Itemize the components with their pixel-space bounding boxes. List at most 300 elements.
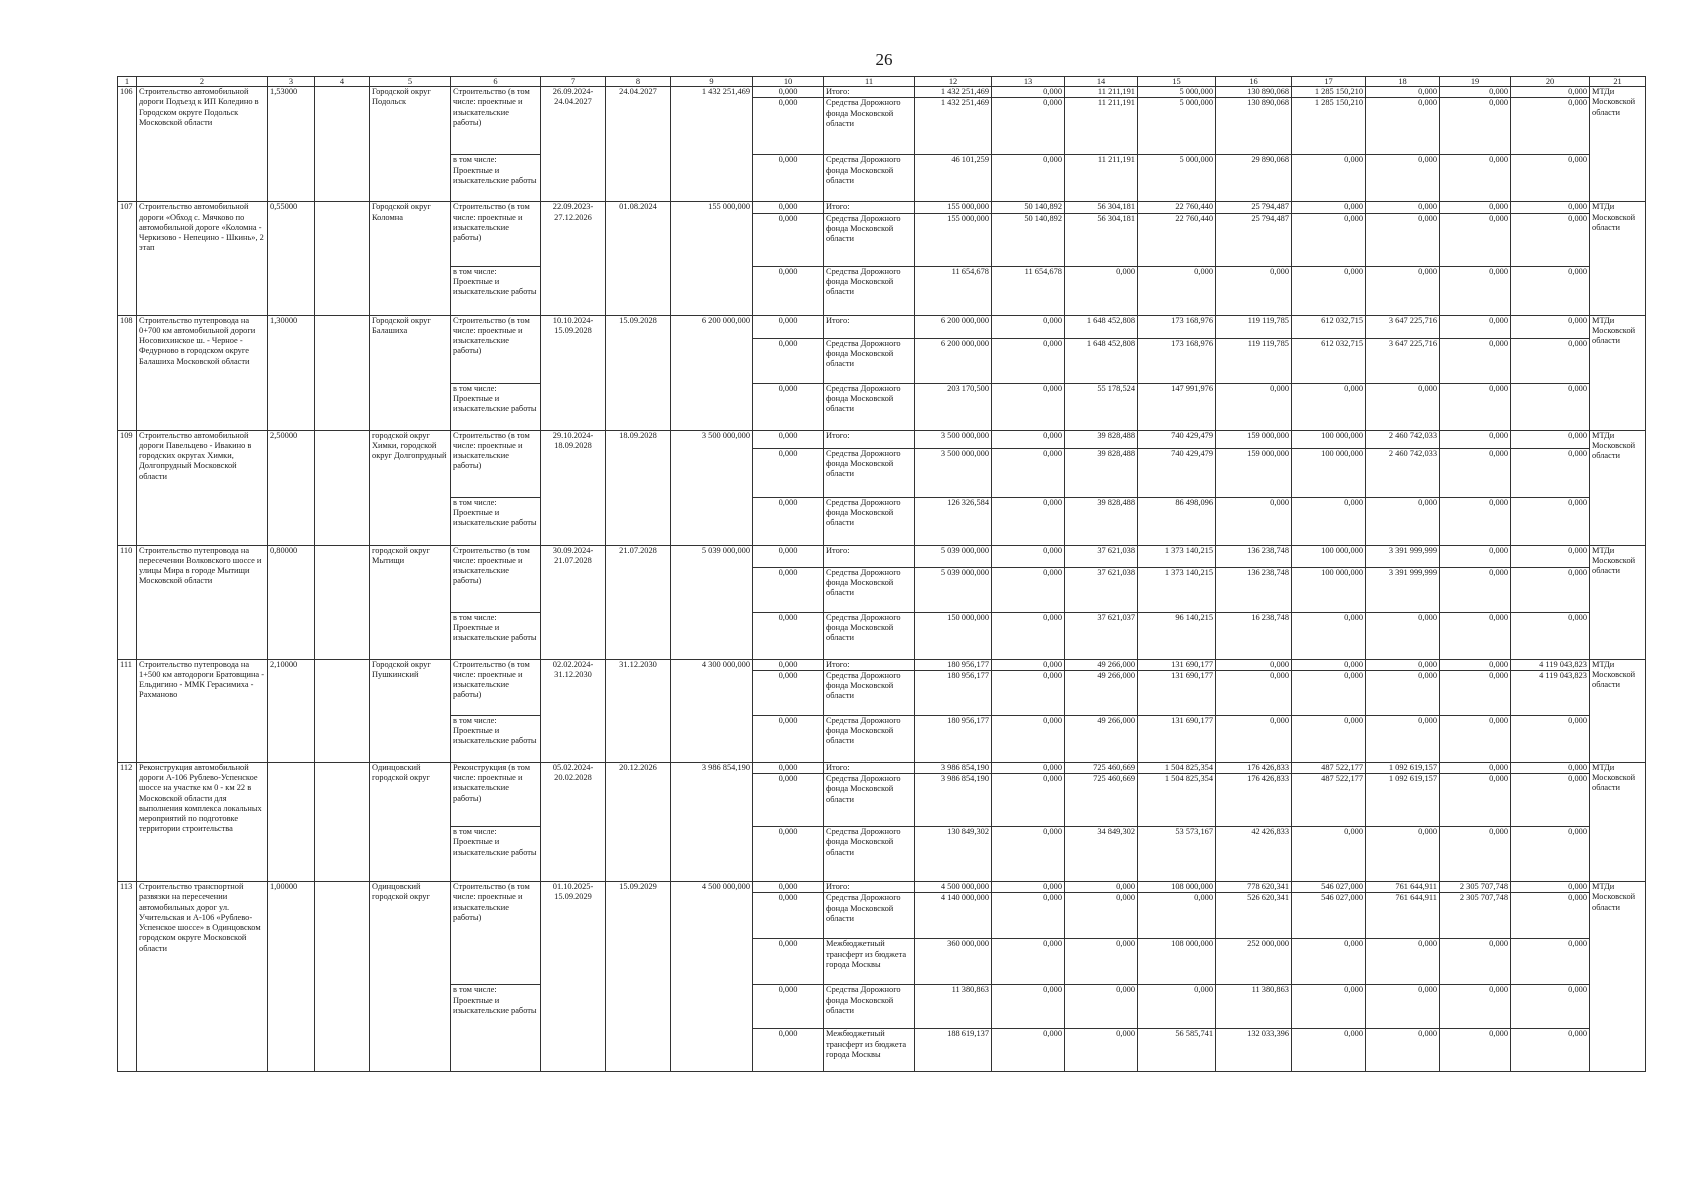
column-number-header: 6 xyxy=(451,77,541,87)
amount-value: 150 000,000 xyxy=(915,612,992,659)
amount-value: 119 119,785 xyxy=(1216,338,1292,383)
amount-value: 1 285 150,210 xyxy=(1292,87,1366,98)
amount-value: 0,000 xyxy=(1292,383,1366,430)
amount-value: 3 391 999,999 xyxy=(1366,567,1440,612)
estimated-cost: 4 500 000,000 xyxy=(671,882,753,1072)
column-number-header: 4 xyxy=(315,77,370,87)
amount-value: 0,000 xyxy=(992,612,1065,659)
amount-value: 3 500 000,000 xyxy=(915,430,992,448)
amount-value: 22 760,440 xyxy=(1138,202,1216,213)
amount-value: 4 140 000,000 xyxy=(915,893,992,939)
amount-value: 119 119,785 xyxy=(1216,315,1292,338)
amount-value: 188 619,137 xyxy=(915,1029,992,1072)
financed-value: 0,000 xyxy=(753,670,824,715)
district-name: Одинцовский городской округ xyxy=(370,882,451,1072)
financed-value: 0,000 xyxy=(753,338,824,383)
amount-value: 0,000 xyxy=(992,338,1065,383)
finish-date: 20.12.2026 xyxy=(606,762,671,881)
object-name: Строительство автомобильной дороги Павельцево - Ивакино в городских округах Химки, Долгопрудный Московской области xyxy=(137,430,268,545)
work-type: Строительство (в том числе: проектные и изыскательские работы) xyxy=(451,315,541,383)
amount-value: 612 032,715 xyxy=(1292,338,1366,383)
amount-value: 6 200 000,000 xyxy=(915,315,992,338)
amount-value: 0,000 xyxy=(1440,670,1511,715)
amount-value: 725 460,669 xyxy=(1065,762,1138,773)
amount-value: 0,000 xyxy=(1440,338,1511,383)
work-dates: 10.10.2024-15.09.2028 xyxy=(541,315,606,430)
financed-value: 0,000 xyxy=(753,213,824,266)
amount-value: 0,000 xyxy=(1511,87,1590,98)
funding-source: Итого: xyxy=(824,315,915,338)
work-subtype: в том числе: Проектные и изыскательские работы xyxy=(451,266,541,315)
amount-value: 131 690,177 xyxy=(1138,715,1216,762)
capacity-value xyxy=(268,762,315,881)
amount-value: 0,000 xyxy=(1216,383,1292,430)
amount-value: 0,000 xyxy=(1440,612,1511,659)
amount-value: 5 039 000,000 xyxy=(915,567,992,612)
amount-value: 176 426,833 xyxy=(1216,762,1292,773)
program-table xyxy=(117,76,1646,1072)
funding-source: Средства Дорожного фонда Московской области xyxy=(824,98,915,155)
amount-value: 0,000 xyxy=(992,893,1065,939)
amount-value: 0,000 xyxy=(1366,659,1440,670)
amount-value: 1 092 619,157 xyxy=(1366,774,1440,827)
table-row xyxy=(118,430,1646,448)
empty-cell xyxy=(315,202,370,315)
amount-value: 0,000 xyxy=(1366,266,1440,315)
amount-value: 0,000 xyxy=(1065,893,1138,939)
finish-date: 24.04.2027 xyxy=(606,87,671,202)
amount-value: 526 620,341 xyxy=(1216,893,1292,939)
amount-value: 3 986 854,190 xyxy=(915,774,992,827)
financed-value: 0,000 xyxy=(753,266,824,315)
amount-value: 0,000 xyxy=(1292,659,1366,670)
amount-value: 0,000 xyxy=(992,545,1065,567)
amount-value: 0,000 xyxy=(1511,882,1590,893)
amount-value: 1 504 825,354 xyxy=(1138,774,1216,827)
capacity-value: 0,80000 xyxy=(268,545,315,659)
financed-value: 0,000 xyxy=(753,315,824,338)
amount-value: 0,000 xyxy=(992,827,1065,882)
amount-value: 1 432 251,469 xyxy=(915,87,992,98)
financed-value: 0,000 xyxy=(753,893,824,939)
amount-value: 25 794,487 xyxy=(1216,202,1292,213)
object-name: Строительство путепровода на пересечении Волковского шоссе и улицы Мира в городе Мытищи Московской области xyxy=(137,545,268,659)
amount-value: 0,000 xyxy=(1292,202,1366,213)
funding-source: Средства Дорожного фонда Московской области xyxy=(824,893,915,939)
amount-value: 55 178,524 xyxy=(1065,383,1138,430)
work-type: Реконструкция (в том числе: проектные и изыскательские работы) xyxy=(451,762,541,826)
amount-value: 11 380,863 xyxy=(915,985,992,1029)
amount-value: 0,000 xyxy=(1292,155,1366,202)
financed-value: 0,000 xyxy=(753,202,824,213)
amount-value: 3 391 999,999 xyxy=(1366,545,1440,567)
amount-value: 0,000 xyxy=(1440,202,1511,213)
customer-name: МТДи Московской области xyxy=(1590,315,1646,430)
page-number: 26 xyxy=(875,50,893,69)
amount-value: 0,000 xyxy=(992,659,1065,670)
funding-source: Средства Дорожного фонда Московской области xyxy=(824,155,915,202)
empty-cell xyxy=(315,87,370,202)
row-number: 107 xyxy=(118,202,137,315)
amount-value: 2 460 742,033 xyxy=(1366,430,1440,448)
amount-value: 612 032,715 xyxy=(1292,315,1366,338)
financed-value: 0,000 xyxy=(753,430,824,448)
amount-value: 147 991,976 xyxy=(1138,383,1216,430)
amount-value: 0,000 xyxy=(1511,762,1590,773)
district-name: Городской округ Коломна xyxy=(370,202,451,315)
amount-value: 1 285 150,210 xyxy=(1292,98,1366,155)
amount-value: 34 849,302 xyxy=(1065,827,1138,882)
amount-value: 0,000 xyxy=(1511,985,1590,1029)
amount-value: 0,000 xyxy=(992,567,1065,612)
amount-value: 0,000 xyxy=(1216,715,1292,762)
work-type: Строительство (в том числе: проектные и изыскательские работы) xyxy=(451,202,541,266)
object-name: Строительство путепровода на 0+700 км автомобильной дороги Носовихинское ш. - Черное - Федурново в городском округе Балашиха Московской области xyxy=(137,315,268,430)
amount-value: 0,000 xyxy=(1511,774,1590,827)
empty-cell xyxy=(315,659,370,762)
amount-value: 0,000 xyxy=(992,762,1065,773)
amount-value: 159 000,000 xyxy=(1216,430,1292,448)
row-number: 108 xyxy=(118,315,137,430)
funding-source: Итого: xyxy=(824,882,915,893)
amount-value: 0,000 xyxy=(1440,567,1511,612)
amount-value: 1 092 619,157 xyxy=(1366,762,1440,773)
amount-value: 0,000 xyxy=(1216,670,1292,715)
table-row xyxy=(118,659,1646,670)
amount-value: 0,000 xyxy=(1511,383,1590,430)
amount-value: 0,000 xyxy=(1065,939,1138,985)
amount-value: 0,000 xyxy=(1511,338,1590,383)
amount-value: 0,000 xyxy=(992,715,1065,762)
amount-value: 0,000 xyxy=(1065,882,1138,893)
amount-value: 5 039 000,000 xyxy=(915,545,992,567)
object-name: Строительство путепровода на 1+500 км автодороги Братовщина - Ельдигино - ММК Герасимиха - Рахманово xyxy=(137,659,268,762)
amount-value: 11 380,863 xyxy=(1216,985,1292,1029)
amount-value: 0,000 xyxy=(1511,1029,1590,1072)
column-number-header: 20 xyxy=(1511,77,1590,87)
amount-value: 0,000 xyxy=(1366,985,1440,1029)
amount-value: 42 426,833 xyxy=(1216,827,1292,882)
column-number-header: 14 xyxy=(1065,77,1138,87)
amount-value: 761 644,911 xyxy=(1366,882,1440,893)
table-row xyxy=(118,882,1646,893)
amount-value: 56 304,181 xyxy=(1065,213,1138,266)
district-name: Городской округ Подольск xyxy=(370,87,451,202)
financed-value: 0,000 xyxy=(753,545,824,567)
customer-name: МТДи Московской области xyxy=(1590,430,1646,545)
amount-value: 3 647 225,716 xyxy=(1366,315,1440,338)
column-number-header: 5 xyxy=(370,77,451,87)
work-dates: 22.09.2023-27.12.2026 xyxy=(541,202,606,315)
amount-value: 155 000,000 xyxy=(915,202,992,213)
amount-value: 0,000 xyxy=(992,497,1065,545)
finish-date: 15.09.2028 xyxy=(606,315,671,430)
financed-value: 0,000 xyxy=(753,774,824,827)
financed-value: 0,000 xyxy=(753,939,824,985)
funding-source: Межбюджетный трансферт из бюджета города Москвы xyxy=(824,1029,915,1072)
amount-value: 0,000 xyxy=(1511,715,1590,762)
amount-value: 39 828,488 xyxy=(1065,497,1138,545)
column-number-header: 9 xyxy=(671,77,753,87)
amount-value: 0,000 xyxy=(992,430,1065,448)
amount-value: 0,000 xyxy=(1440,715,1511,762)
amount-value: 0,000 xyxy=(1511,98,1590,155)
financed-value: 0,000 xyxy=(753,715,824,762)
district-name: Одинцовский городской округ xyxy=(370,762,451,881)
column-number-header: 17 xyxy=(1292,77,1366,87)
funding-source: Средства Дорожного фонда Московской области xyxy=(824,985,915,1029)
table-row xyxy=(118,315,1646,338)
amount-value: 0,000 xyxy=(992,985,1065,1029)
amount-value: 0,000 xyxy=(992,1029,1065,1072)
amount-value: 0,000 xyxy=(992,774,1065,827)
amount-value: 0,000 xyxy=(1440,430,1511,448)
funding-source: Средства Дорожного фонда Московской области xyxy=(824,448,915,497)
amount-value: 0,000 xyxy=(1440,448,1511,497)
amount-value: 6 200 000,000 xyxy=(915,338,992,383)
amount-value: 56 304,181 xyxy=(1065,202,1138,213)
amount-value: 0,000 xyxy=(1511,827,1590,882)
funding-source: Средства Дорожного фонда Московской области xyxy=(824,670,915,715)
amount-value: 0,000 xyxy=(1366,383,1440,430)
amount-value: 203 170,500 xyxy=(915,383,992,430)
amount-value: 56 585,741 xyxy=(1138,1029,1216,1072)
amount-value: 0,000 xyxy=(1440,155,1511,202)
amount-value: 11 211,191 xyxy=(1065,87,1138,98)
work-type: Строительство (в том числе: проектные и изыскательские работы) xyxy=(451,882,541,985)
amount-value: 0,000 xyxy=(1511,939,1590,985)
district-name: городской округ Химки, городской округ Долгопрудный xyxy=(370,430,451,545)
work-dates: 26.09.2024-24.04.2027 xyxy=(541,87,606,202)
row-number: 112 xyxy=(118,762,137,881)
amount-value: 22 760,440 xyxy=(1138,213,1216,266)
amount-value: 0,000 xyxy=(992,670,1065,715)
amount-value: 1 648 452,808 xyxy=(1065,338,1138,383)
amount-value: 37 621,038 xyxy=(1065,567,1138,612)
amount-value: 96 140,215 xyxy=(1138,612,1216,659)
amount-value: 487 522,177 xyxy=(1292,774,1366,827)
amount-value: 0,000 xyxy=(1366,202,1440,213)
amount-value: 0,000 xyxy=(1440,1029,1511,1072)
amount-value: 0,000 xyxy=(1138,893,1216,939)
amount-value: 39 828,488 xyxy=(1065,448,1138,497)
amount-value: 16 238,748 xyxy=(1216,612,1292,659)
amount-value: 0,000 xyxy=(1292,985,1366,1029)
amount-value: 0,000 xyxy=(992,448,1065,497)
amount-value: 761 644,911 xyxy=(1366,893,1440,939)
amount-value: 0,000 xyxy=(1440,827,1511,882)
amount-value: 0,000 xyxy=(992,98,1065,155)
column-number-header: 21 xyxy=(1590,77,1646,87)
district-name: Городской округ Балашиха xyxy=(370,315,451,430)
amount-value: 0,000 xyxy=(1440,762,1511,773)
object-name: Строительство автомобильной дороги Подъезд к ИП Коледино в Городском округе Подольск Московской области xyxy=(137,87,268,202)
funding-source: Итого: xyxy=(824,545,915,567)
financed-value: 0,000 xyxy=(753,612,824,659)
amount-value: 0,000 xyxy=(1366,98,1440,155)
table-row xyxy=(118,545,1646,567)
amount-value: 130 890,068 xyxy=(1216,98,1292,155)
financed-value: 0,000 xyxy=(753,98,824,155)
financed-value: 0,000 xyxy=(753,827,824,882)
funding-source: Средства Дорожного фонда Московской области xyxy=(824,338,915,383)
finish-date: 01.08.2024 xyxy=(606,202,671,315)
amount-value: 0,000 xyxy=(1440,774,1511,827)
work-dates: 05.02.2024-20.02.2028 xyxy=(541,762,606,881)
amount-value: 360 000,000 xyxy=(915,939,992,985)
amount-value: 3 500 000,000 xyxy=(915,448,992,497)
amount-value: 37 621,037 xyxy=(1065,612,1138,659)
amount-value: 0,000 xyxy=(992,87,1065,98)
amount-value: 0,000 xyxy=(1292,715,1366,762)
amount-value: 0,000 xyxy=(1440,87,1511,98)
amount-value: 3 647 225,716 xyxy=(1366,338,1440,383)
funding-source: Средства Дорожного фонда Московской области xyxy=(824,567,915,612)
customer-name: МТДи Московской области xyxy=(1590,545,1646,659)
estimated-cost: 4 300 000,000 xyxy=(671,659,753,762)
estimated-cost: 1 432 251,469 xyxy=(671,87,753,202)
estimated-cost: 3 986 854,190 xyxy=(671,762,753,881)
amount-value: 0,000 xyxy=(992,155,1065,202)
work-type: Строительство (в том числе: проектные и изыскательские работы) xyxy=(451,545,541,612)
row-number: 109 xyxy=(118,430,137,545)
amount-value: 159 000,000 xyxy=(1216,448,1292,497)
finish-date: 21.07.2028 xyxy=(606,545,671,659)
amount-value: 4 500 000,000 xyxy=(915,882,992,893)
amount-value: 0,000 xyxy=(992,939,1065,985)
amount-value: 0,000 xyxy=(1440,545,1511,567)
amount-value: 155 000,000 xyxy=(915,213,992,266)
amount-value: 130 849,302 xyxy=(915,827,992,882)
amount-value: 100 000,000 xyxy=(1292,448,1366,497)
amount-value: 0,000 xyxy=(1065,1029,1138,1072)
amount-value: 0,000 xyxy=(992,315,1065,338)
finish-date: 31.12.2030 xyxy=(606,659,671,762)
column-number-header: 10 xyxy=(753,77,824,87)
district-name: городской округ Мытищи xyxy=(370,545,451,659)
amount-value: 49 266,000 xyxy=(1065,659,1138,670)
financed-value: 0,000 xyxy=(753,497,824,545)
amount-value: 0,000 xyxy=(1440,266,1511,315)
amount-value: 11 654,678 xyxy=(992,266,1065,315)
amount-value: 0,000 xyxy=(1065,266,1138,315)
amount-value: 5 000,000 xyxy=(1138,155,1216,202)
amount-value: 108 000,000 xyxy=(1138,939,1216,985)
amount-value: 46 101,259 xyxy=(915,155,992,202)
amount-value: 53 573,167 xyxy=(1138,827,1216,882)
work-subtype: в том числе: Проектные и изыскательские работы xyxy=(451,827,541,882)
work-type: Строительство (в том числе: проектные и изыскательские работы) xyxy=(451,87,541,155)
amount-value: 39 828,488 xyxy=(1065,430,1138,448)
work-dates: 30.09.2024-21.07.2028 xyxy=(541,545,606,659)
column-number-header: 16 xyxy=(1216,77,1292,87)
amount-value: 0,000 xyxy=(1440,497,1511,545)
amount-value: 0,000 xyxy=(1366,612,1440,659)
amount-value: 2 460 742,033 xyxy=(1366,448,1440,497)
row-number: 110 xyxy=(118,545,137,659)
funding-source: Средства Дорожного фонда Московской области xyxy=(824,497,915,545)
amount-value: 0,000 xyxy=(1292,266,1366,315)
amount-value: 49 266,000 xyxy=(1065,715,1138,762)
finish-date: 15.09.2029 xyxy=(606,882,671,1072)
financed-value: 0,000 xyxy=(753,155,824,202)
row-number: 113 xyxy=(118,882,137,1072)
financed-value: 0,000 xyxy=(753,383,824,430)
amount-value: 0,000 xyxy=(1292,213,1366,266)
work-dates: 02.02.2024-31.12.2030 xyxy=(541,659,606,762)
work-subtype: в том числе: Проектные и изыскательские работы xyxy=(451,383,541,430)
column-number-header: 13 xyxy=(992,77,1065,87)
financed-value: 0,000 xyxy=(753,985,824,1029)
customer-name: МТДи Московской области xyxy=(1590,882,1646,1072)
funding-source: Средства Дорожного фонда Московской области xyxy=(824,266,915,315)
capacity-value: 2,50000 xyxy=(268,430,315,545)
amount-value: 0,000 xyxy=(1138,266,1216,315)
funding-source: Средства Дорожного фонда Московской области xyxy=(824,827,915,882)
amount-value: 0,000 xyxy=(1366,497,1440,545)
empty-cell xyxy=(315,430,370,545)
amount-value: 740 429,479 xyxy=(1138,448,1216,497)
amount-value: 0,000 xyxy=(1366,213,1440,266)
amount-value: 0,000 xyxy=(1511,567,1590,612)
work-subtype: в том числе: Проектные и изыскательские работы xyxy=(451,985,541,1072)
amount-value: 487 522,177 xyxy=(1292,762,1366,773)
capacity-value: 1,00000 xyxy=(268,882,315,1072)
amount-value: 180 956,177 xyxy=(915,715,992,762)
amount-value: 0,000 xyxy=(1292,612,1366,659)
finish-date: 18.09.2028 xyxy=(606,430,671,545)
amount-value: 1 373 140,215 xyxy=(1138,567,1216,612)
district-name: Городской округ Пушкинский xyxy=(370,659,451,762)
amount-value: 4 119 043,823 xyxy=(1511,659,1590,670)
row-number: 106 xyxy=(118,87,137,202)
table-row xyxy=(118,202,1646,213)
amount-value: 0,000 xyxy=(1292,939,1366,985)
amount-value: 5 000,000 xyxy=(1138,87,1216,98)
header-row xyxy=(118,77,1646,87)
work-type: Строительство (в том числе: проектные и изыскательские работы) xyxy=(451,659,541,715)
column-number-header: 1 xyxy=(118,77,137,87)
amount-value: 0,000 xyxy=(1511,202,1590,213)
amount-value: 108 000,000 xyxy=(1138,882,1216,893)
amount-value: 4 119 043,823 xyxy=(1511,670,1590,715)
amount-value: 180 956,177 xyxy=(915,670,992,715)
column-number-header: 18 xyxy=(1366,77,1440,87)
amount-value: 49 266,000 xyxy=(1065,670,1138,715)
amount-value: 173 168,976 xyxy=(1138,315,1216,338)
amount-value: 0,000 xyxy=(1366,939,1440,985)
amount-value: 11 211,191 xyxy=(1065,155,1138,202)
amount-value: 0,000 xyxy=(1366,1029,1440,1072)
amount-value: 0,000 xyxy=(1440,213,1511,266)
amount-value: 5 000,000 xyxy=(1138,98,1216,155)
amount-value: 131 690,177 xyxy=(1138,659,1216,670)
amount-value: 546 027,000 xyxy=(1292,893,1366,939)
empty-cell xyxy=(315,315,370,430)
financed-value: 0,000 xyxy=(753,1029,824,1072)
empty-cell xyxy=(315,545,370,659)
amount-value: 25 794,487 xyxy=(1216,213,1292,266)
amount-value: 131 690,177 xyxy=(1138,670,1216,715)
amount-value: 100 000,000 xyxy=(1292,545,1366,567)
amount-value: 1 504 825,354 xyxy=(1138,762,1216,773)
estimated-cost: 6 200 000,000 xyxy=(671,315,753,430)
amount-value: 11 654,678 xyxy=(915,266,992,315)
amount-value: 50 140,892 xyxy=(992,202,1065,213)
amount-value: 136 238,748 xyxy=(1216,545,1292,567)
funding-source: Итого: xyxy=(824,202,915,213)
amount-value: 0,000 xyxy=(1292,1029,1366,1072)
